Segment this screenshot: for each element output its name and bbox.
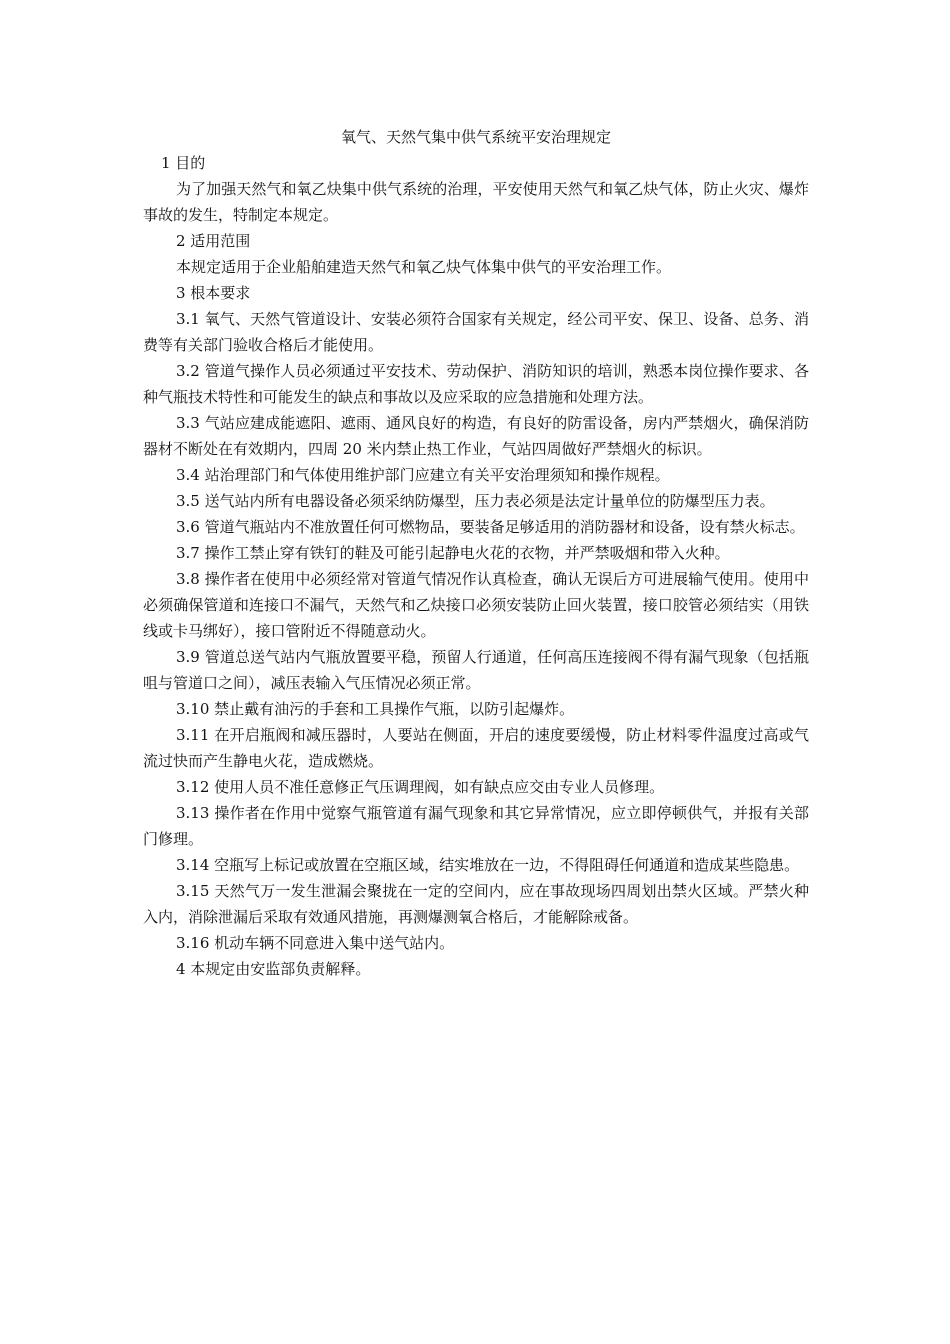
paragraph-3-16: 3.16 机动车辆不同意进入集中送气站内。 <box>176 934 455 952</box>
paragraph-3-2: 3.2 管道气操作人员必须通过平安技术、劳动保护、消防知识的培训，熟悉本岗位操作要求、各种气瓶技术特性和可能发生的缺点和事故以及应采取的应急措施和处理方法。 <box>143 362 809 406</box>
paragraph-3-6: 3.6 管道气瓶站内不准放置任何可燃物品，要装备足够适用的消防器材和设备，设有禁火标志。 <box>176 518 805 536</box>
paragraph-purpose: 为了加强天然气和氧乙炔集中供气系统的治理，平安使用天然气和氧乙炔气体，防止火灾、爆炸事故的发生，特制定本规定。 <box>143 180 809 224</box>
paragraph-3-14: 3.14 空瓶写上标记或放置在空瓶区域，结实堆放在一边，不得阻碍任何通道和造成某些隐患。 <box>176 856 800 874</box>
document-title: 氧气、天然气集中供气系统平安治理规定 <box>340 128 611 146</box>
paragraph-3-8: 3.8 操作者在使用中必须经常对管道气情况作认真检查，确认无误后方可进展输气使用。使用中必须确保管道和连接口不漏气，天然气和乙炔接口必须安装防止回火装置，接口胶管必须结实（用铁线或卡马绑好），接口管附近不得随意动火。 <box>143 570 809 640</box>
paragraph-3-4: 3.4 站治理部门和气体使用维护部门应建立有关平安治理须知和操作规程。 <box>176 466 670 484</box>
paragraph-4: 4 本规定由安监部负责解释。 <box>176 960 371 978</box>
document-page <box>143 124 809 982</box>
section-heading-requirements: 3 根本要求 <box>176 284 251 302</box>
paragraph-3-10: 3.10 禁止戴有油污的手套和工具操作气瓶，以防引起爆炸。 <box>176 700 575 718</box>
section-heading-scope: 2 适用范围 <box>176 232 251 250</box>
paragraph-3-5: 3.5 送气站内所有电器设备必须采纳防爆型，压力表必须是法定计量单位的防爆型压力表。 <box>176 492 775 510</box>
section-heading-purpose: 1 目的 <box>161 154 206 172</box>
paragraph-3-9: 3.9 管道总送气站内气瓶放置要平稳，预留人行通道，任何高压连接阀不得有漏气现象（包括瓶咀与管道口之间），减压表输入气压情况必须正常。 <box>143 648 809 692</box>
paragraph-3-12: 3.12 使用人员不准任意修正气压调理阀，如有缺点应交由专业人员修理。 <box>176 778 665 796</box>
paragraph-3-13: 3.13 操作者在作用中觉察气瓶管道有漏气现象和其它异常情况，应立即停顿供气，并报有关部门修理。 <box>143 804 809 848</box>
paragraph-3-7: 3.7 操作工禁止穿有铁钉的鞋及可能引起静电火花的衣物，并严禁吸烟和带入火种。 <box>176 544 730 562</box>
paragraph-3-3: 3.3 气站应建成能遮阳、遮雨、通风良好的构造，有良好的防雷设备，房内严禁烟火，确保消防器材不断处在有效期内，四周 20 米内禁止热工作业，气站四周做好严禁烟火的标识。 <box>143 414 809 458</box>
paragraph-3-15: 3.15 天然气万一发生泄漏会聚拢在一定的空间内，应在事故现场四周划出禁火区域。严禁火种入内，消除泄漏后采取有效通风措施，再测爆测氧合格后，才能解除戒备。 <box>143 882 809 926</box>
paragraph-3-1: 3.1 氧气、天然气管道设计、安装必须符合国家有关规定，经公司平安、保卫、设备、总务、消费等有关部门验收合格后才能使用。 <box>143 310 809 354</box>
paragraph-3-11: 3.11 在开启瓶阀和减压器时，人要站在侧面，开启的速度要缓慢，防止材料零件温度过高或气流过快而产生静电火花，造成燃烧。 <box>143 726 809 770</box>
paragraph-scope: 本规定适用于企业船舶建造天然气和氧乙炔气体集中供气的平安治理工作。 <box>176 258 672 276</box>
